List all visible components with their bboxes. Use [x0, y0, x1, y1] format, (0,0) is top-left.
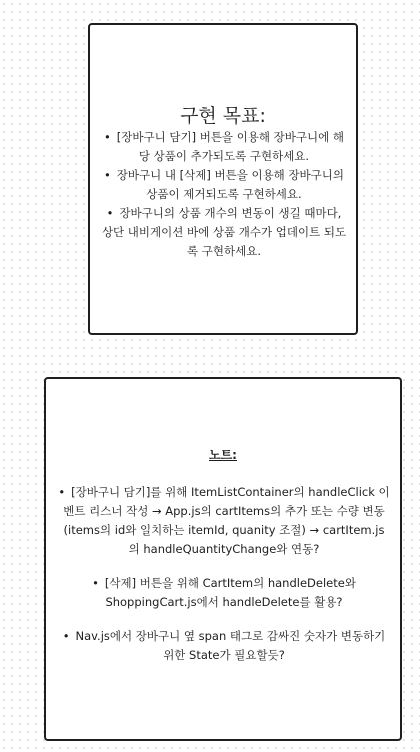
note-item: • [장바구니 담기]를 위해 ItemListContainer의 handleClick 이벤트 리스너 작성 → App.js의 cartItems의 추가 또는 수량 변동 (items의 id와 일치하는 itemId, quanity 조절) → cartItem.js 의 handleQuantityChange와 연동? — [58, 485, 390, 556]
goal-item: • 장바구니의 상품 개수의 변동이 생길 때마다, 상단 내비게이션 바에 상품 개수가 업데이트 되도록 구현하세요. — [101, 206, 347, 258]
note-item: • [삭제] 버튼을 위해 CartItem의 handleDelete와 ShoppingCart.js에서 handleDelete를 활용? — [92, 576, 356, 609]
bullet-icon: • — [58, 485, 66, 499]
goal-sticky-card[interactable] — [88, 23, 358, 335]
bullet-icon: • — [103, 168, 111, 182]
note-title: 노트: — [209, 448, 237, 462]
bullet-icon: • — [62, 629, 70, 643]
goal-title: 구현 목표: — [180, 105, 266, 127]
note-item: • Nav.js에서 장바구니 옆 span 태그로 감싸진 숫자가 변동하기 위한 State가 필요할듯? — [62, 629, 386, 662]
goal-item: • [장바구니 담기] 버튼을 이용해 장바구니에 해당 상품이 추가되도록 구현하세요. — [103, 130, 344, 163]
bullet-icon: • — [103, 130, 111, 144]
goal-item: • 장바구니 내 [삭제] 버튼을 이용해 장바구니의 상품이 제거되도록 구현하세요. — [103, 168, 344, 201]
note-list — [58, 483, 390, 665]
goal-list — [100, 128, 348, 261]
bullet-icon: • — [92, 576, 99, 590]
note-sticky-card[interactable] — [44, 377, 402, 741]
bullet-icon: • — [106, 206, 114, 220]
